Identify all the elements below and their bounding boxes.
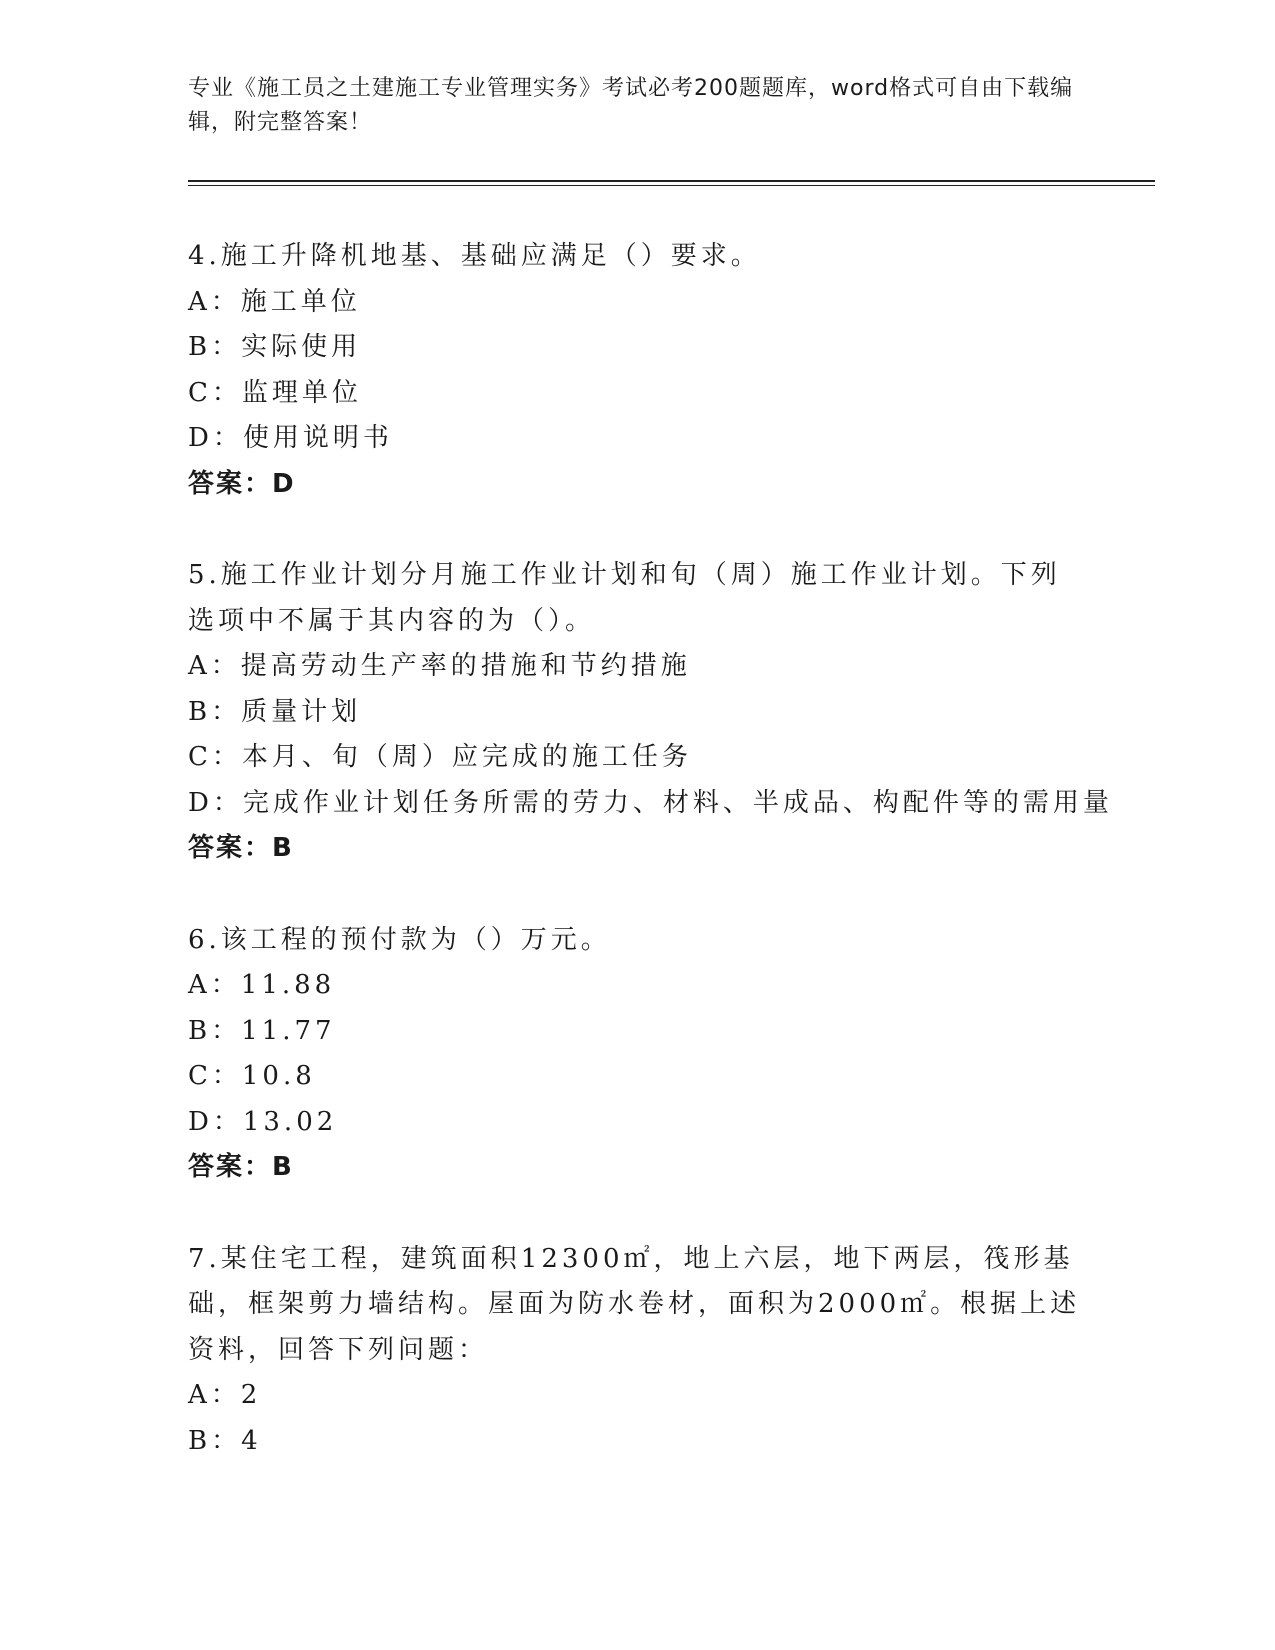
question-list [188, 234, 1113, 1464]
spacer [188, 1191, 1088, 1237]
option-d: D：使用说明书 [188, 423, 393, 453]
spacer [188, 507, 1088, 553]
question-stem: 5.施工作业计划分月施工作业计划和旬（周）施工作业计划。下列选项中不属于其内容的为（）。 [188, 560, 1061, 636]
option-d: D：完成作业计划任务所需的劳力、材料、半成品、构配件等的需用量 [188, 787, 1113, 818]
answer-line: 答案：B [188, 833, 294, 863]
page-header: 专业《施工员之土建施工专业管理实务》考试必考200题题库，word格式可自由下载编辑，附完整答案！ [188, 76, 1074, 135]
option-b: B：实际使用 [188, 332, 362, 362]
option-c: C：10.8 [188, 1061, 316, 1091]
question-stem: 4.施工升降机地基、基础应满足（）要求。 [188, 241, 761, 271]
option-a: A：11.88 [188, 970, 336, 1000]
option-c: C：本月、旬（周）应完成的施工任务 [188, 742, 692, 772]
question-item [188, 553, 1113, 872]
option-c: C：监理单位 [188, 377, 362, 408]
question-item [188, 234, 1088, 507]
question-stem: 6.该工程的预付款为（）万元。 [188, 924, 611, 955]
answer-line: 答案：D [188, 468, 296, 499]
header-divider-thin [188, 185, 1155, 186]
spacer [188, 872, 1088, 918]
option-b: B：质量计划 [188, 696, 362, 727]
question-item [188, 1237, 1088, 1465]
option-b: B：4 [188, 1425, 262, 1456]
option-b: B：11.77 [188, 1015, 336, 1046]
question-item [188, 918, 1088, 1191]
option-d: D：13.02 [188, 1106, 338, 1137]
option-a: A：施工单位 [188, 286, 361, 317]
question-stem: 7.某住宅工程，建筑面积12300㎡，地上六层，地下两层，筏形基础，框架剪力墙结构。屋面为防水卷材，面积为2000㎡。根据上述资料，回答下列问题： [188, 1243, 1081, 1365]
option-a: A：2 [188, 1380, 262, 1410]
option-a: A：提高劳动生产率的措施和节约措施 [188, 651, 691, 681]
header-divider-thick [188, 180, 1155, 182]
answer-line: 答案：B [188, 1152, 294, 1182]
